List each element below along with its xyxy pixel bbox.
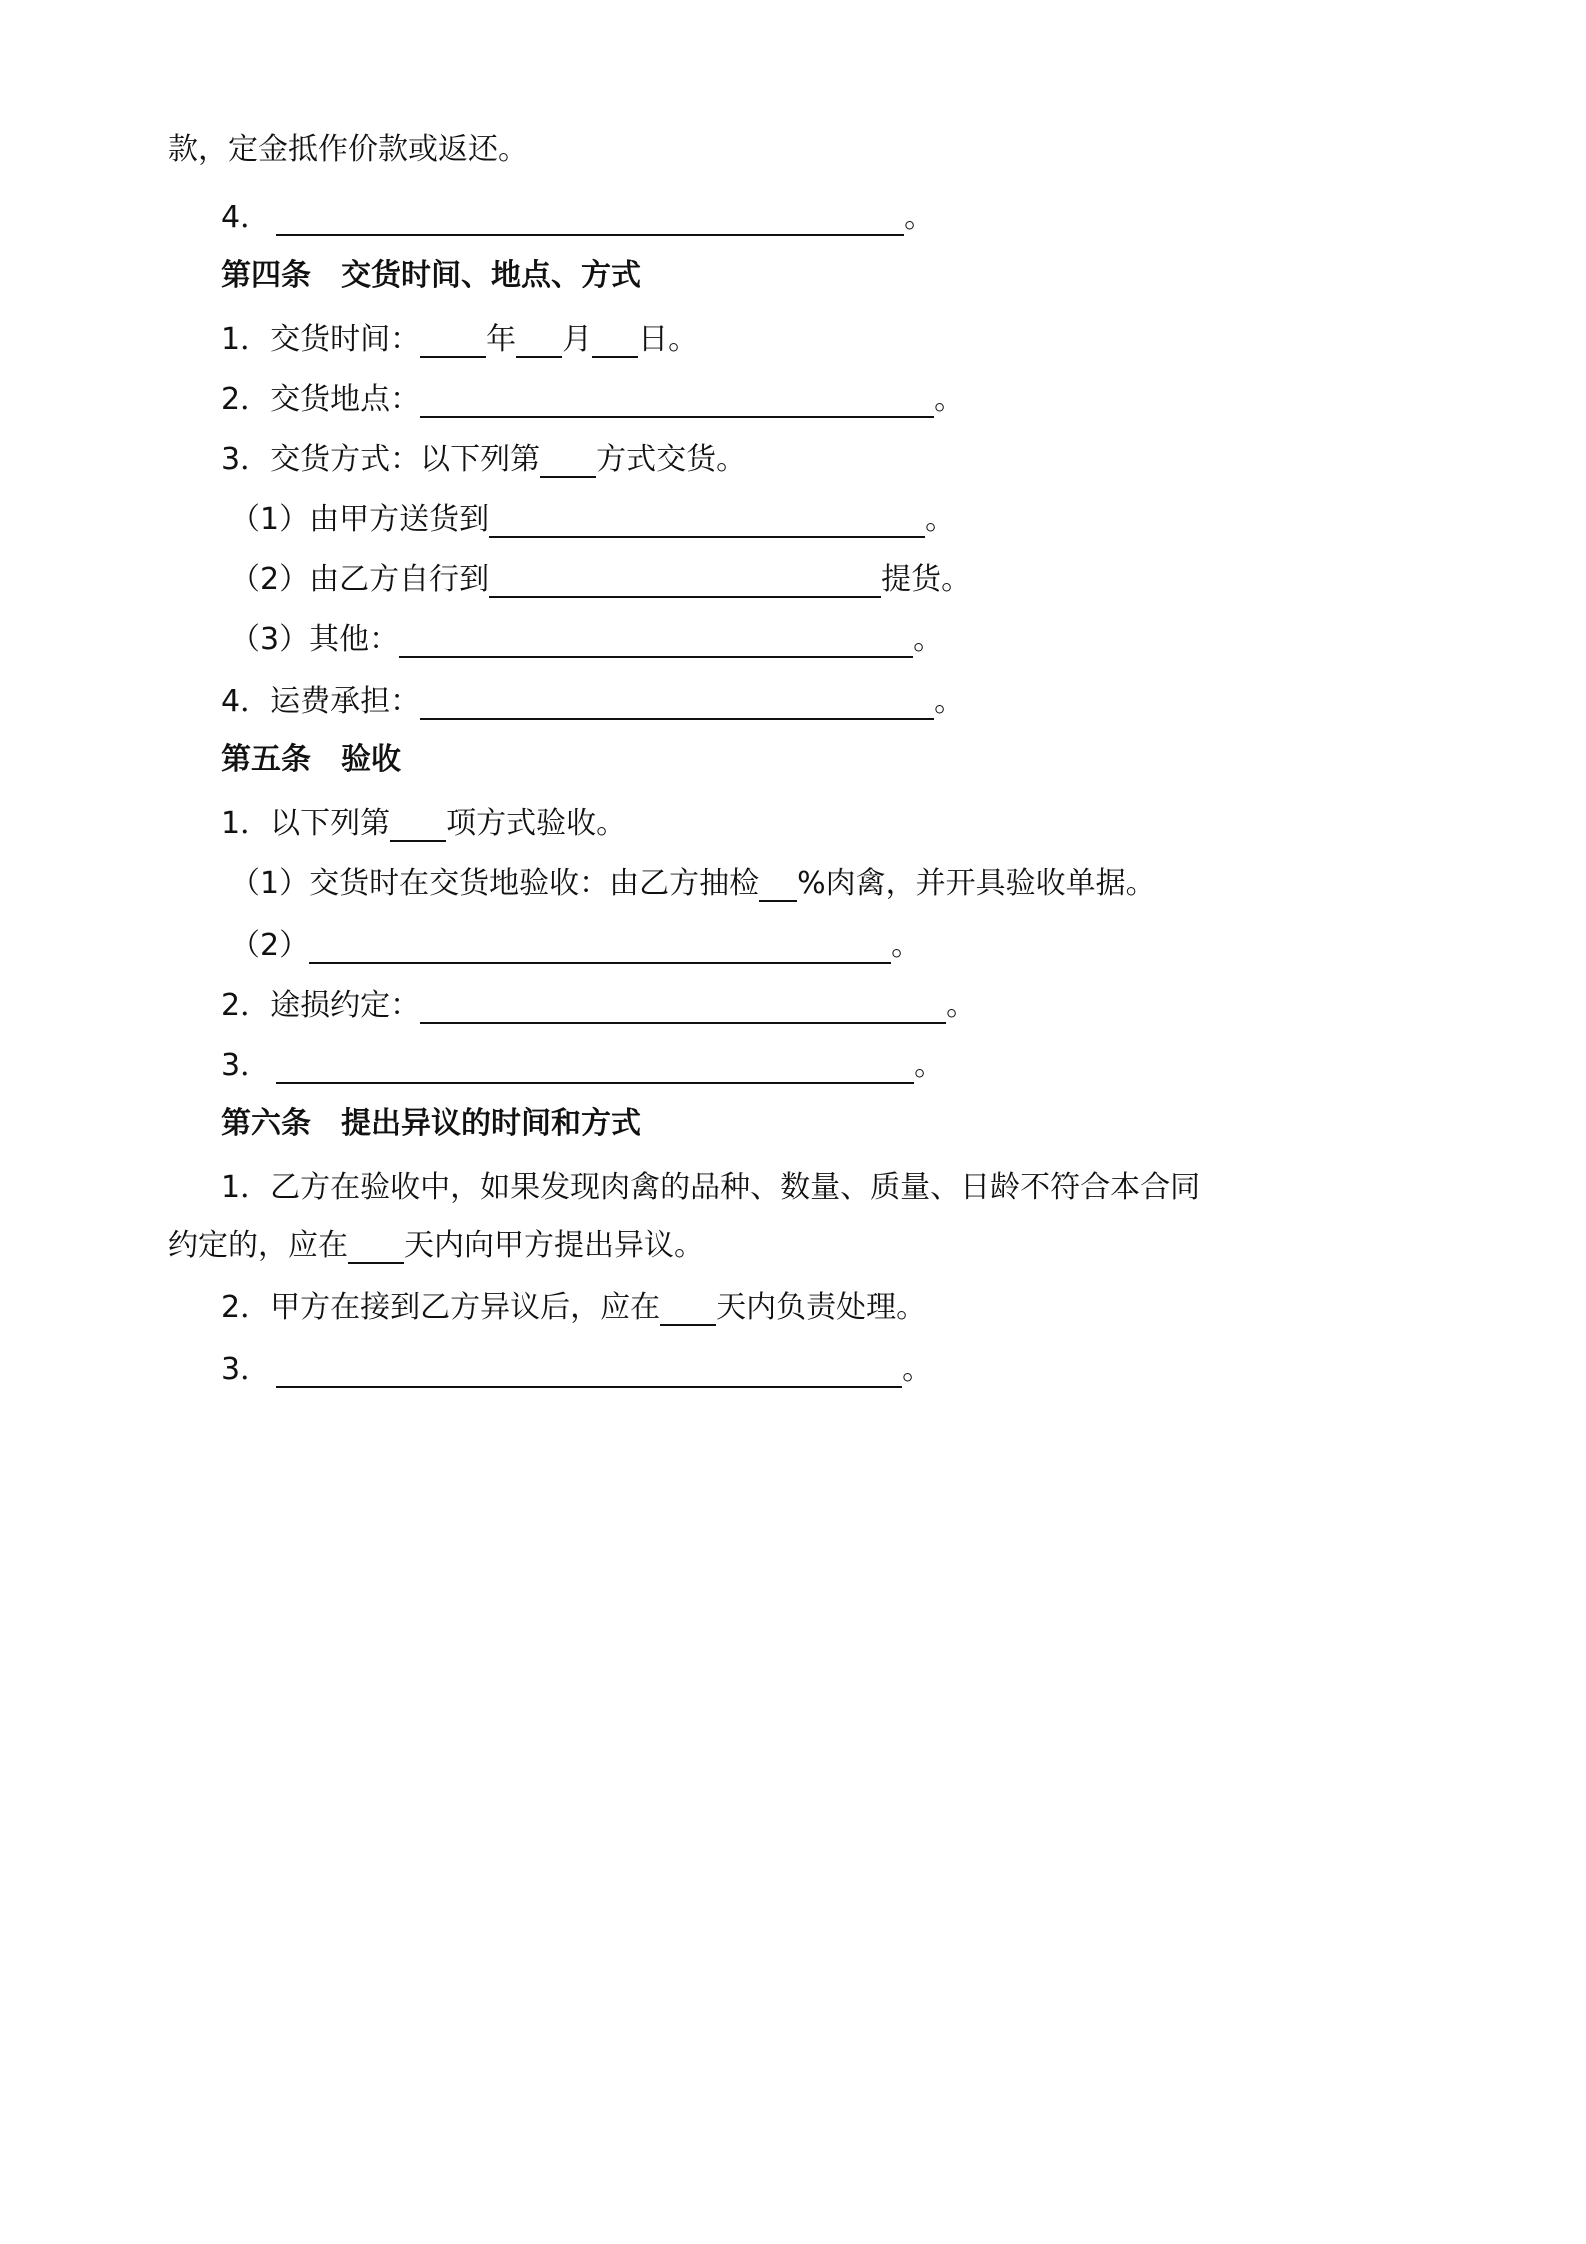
section-heading-6: 第六条 提出异议的时间和方式 bbox=[221, 1106, 641, 1141]
objection-period-line: 约定的，应在 天内向甲方提出异议。 bbox=[168, 1228, 704, 1263]
blank-field[interactable] bbox=[420, 380, 934, 418]
delivery-time-line: 1．交货时间： 年 月 日。 bbox=[221, 322, 699, 357]
blank-field[interactable] bbox=[420, 986, 946, 1024]
year-blank[interactable] bbox=[420, 320, 486, 358]
blank-field[interactable] bbox=[759, 864, 797, 902]
inspection-method-line: 1．以下列第 项方式验收。 bbox=[221, 806, 627, 841]
delivery-place-line: 2．交货地点： 。 bbox=[221, 382, 965, 417]
inspection-option-2-line: （2） 。 bbox=[230, 928, 922, 963]
option-2-line: （2）由乙方自行到 提货。 bbox=[230, 562, 972, 597]
section-heading-5: 第五条 验收 bbox=[221, 742, 401, 777]
blank-field[interactable] bbox=[348, 1226, 404, 1264]
month-blank[interactable] bbox=[516, 320, 562, 358]
blank-field[interactable] bbox=[399, 620, 913, 658]
blank-field[interactable] bbox=[489, 500, 925, 538]
blank-field[interactable] bbox=[276, 198, 904, 236]
paragraph-line: 1．乙方在验收中，如果发现肉禽的品种、数量、质量、日龄不符合本合同 bbox=[221, 1170, 1201, 1205]
transit-loss-line: 2．途损约定： 。 bbox=[221, 988, 977, 1023]
blank-field[interactable] bbox=[489, 560, 881, 598]
paragraph-line: 款，定金抵作价款或返还。 bbox=[168, 132, 528, 167]
blank-field[interactable] bbox=[276, 1046, 914, 1084]
blank-field[interactable] bbox=[276, 1350, 902, 1388]
objection-3-line: 3． 。 bbox=[221, 1352, 933, 1387]
inspection-option-1-line: （1）交货时在交货地验收：由乙方抽检 %肉禽，并开具验收单据。 bbox=[230, 866, 1156, 901]
blank-field[interactable] bbox=[309, 926, 891, 964]
inspection-3-line: 3． 。 bbox=[221, 1048, 945, 1083]
blank-field[interactable] bbox=[420, 682, 934, 720]
option-3-line: （3）其他： 。 bbox=[230, 622, 944, 657]
option-1-line: （1）由甲方送货到 。 bbox=[230, 502, 956, 537]
day-blank[interactable] bbox=[592, 320, 638, 358]
handling-period-line: 2．甲方在接到乙方异议后，应在 天内负责处理。 bbox=[221, 1290, 927, 1325]
blank-field[interactable] bbox=[390, 804, 446, 842]
blank-field[interactable] bbox=[540, 440, 596, 478]
blank-field[interactable] bbox=[660, 1288, 716, 1326]
clause-4-line: 4． 。 bbox=[221, 200, 935, 235]
section-heading-4: 第四条 交货时间、地点、方式 bbox=[221, 258, 641, 293]
freight-line: 4．运费承担： 。 bbox=[221, 684, 965, 719]
delivery-method-line: 3．交货方式：以下列第 方式交货。 bbox=[221, 442, 747, 477]
